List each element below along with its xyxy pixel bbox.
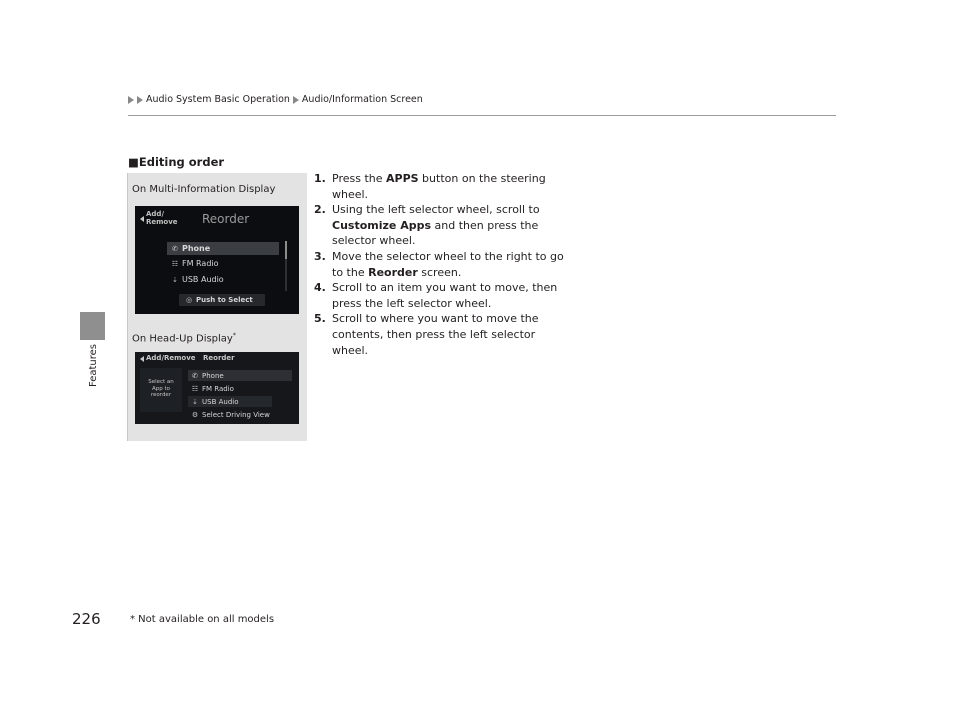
step — [314, 311, 574, 358]
mid-title: Reorder — [202, 212, 250, 226]
step-text — [332, 171, 574, 202]
push-to-select-bar — [179, 294, 265, 306]
breadcrumb-parent[interactable]: Audio System Basic Operation — [146, 94, 290, 105]
mid-screen — [135, 206, 299, 314]
phone-icon: ✆ — [192, 371, 198, 380]
dial-icon: ◎ — [185, 296, 193, 304]
list-item — [188, 396, 272, 407]
step-text-bold: APPS — [386, 172, 419, 185]
step-text — [332, 311, 574, 358]
heading-marker: ■ — [128, 155, 139, 169]
step-text-pre: Using the left selector wheel, scroll to — [332, 203, 540, 217]
usb-icon: ⇣ — [172, 275, 178, 284]
step-text — [332, 280, 574, 311]
list-item — [167, 273, 279, 286]
hud-hint-line1: Select an — [148, 379, 174, 385]
step-text-pre: Scroll to where you want to move the contents, then press the left selector wheel. — [332, 312, 539, 357]
list-item — [188, 409, 292, 420]
radio-icon: ☷ — [191, 384, 199, 393]
gear-icon: ⚙ — [191, 410, 199, 419]
list-item-label: FM Radio — [202, 384, 234, 393]
list-item — [167, 257, 279, 270]
step — [314, 280, 574, 311]
breadcrumb — [128, 94, 423, 105]
step-number: 5. — [314, 312, 326, 326]
heading-text: Editing order — [138, 155, 225, 169]
chevron-right-icon — [137, 96, 143, 104]
scrollbar — [285, 241, 287, 291]
step-text-pre: Press the — [332, 172, 386, 185]
hud-label-mark: * — [232, 332, 236, 339]
steps-list — [314, 171, 574, 358]
hud-title: Reorder — [203, 354, 235, 362]
mid-add-remove-line2: Remove — [146, 218, 178, 226]
mid-add-remove-line1: Add/ — [146, 210, 164, 218]
step-number: 3. — [314, 249, 326, 263]
push-label: Push to Select — [196, 296, 253, 304]
hud-screen — [135, 352, 299, 424]
hud-hint — [140, 379, 182, 399]
step-text-pre: Move the selector wheel to the right to go to the — [332, 249, 564, 279]
section-tab — [80, 312, 105, 340]
phone-icon: ✆ — [172, 244, 178, 253]
back-arrow-icon — [140, 216, 144, 222]
step-text-bold: Customize Apps — [332, 218, 431, 232]
list-item — [167, 242, 279, 255]
list-item-label: USB Audio — [182, 275, 224, 284]
step-text — [332, 202, 574, 249]
back-arrow-icon — [140, 356, 144, 362]
section-heading — [128, 155, 224, 169]
step-text-bold: Reorder — [368, 265, 418, 279]
step — [314, 202, 574, 249]
usb-icon: ⇣ — [192, 397, 198, 406]
hud-label — [132, 332, 236, 344]
page-number: 226 — [72, 610, 101, 628]
step-text-post: and then press the selector wheel. — [332, 218, 539, 248]
header-divider — [128, 115, 836, 116]
chevron-right-icon — [128, 96, 134, 104]
list-item-label: Phone — [202, 371, 224, 380]
list-item-label: USB Audio — [202, 397, 239, 406]
list-item-label: FM Radio — [182, 259, 219, 268]
footnote: * Not available on all models — [130, 614, 275, 625]
step — [314, 171, 574, 202]
step-number: 1. — [314, 172, 326, 185]
breadcrumb-current[interactable]: Audio/Information Screen — [301, 94, 423, 105]
step-text — [332, 249, 574, 280]
step-text-post: button on the steering wheel. — [332, 172, 546, 201]
step — [314, 249, 574, 280]
scrollbar-thumb — [285, 241, 287, 259]
hud-hint-line3: reorder — [150, 392, 172, 398]
step-text-post: screen. — [417, 265, 462, 279]
step-number: 4. — [314, 281, 326, 295]
list-item — [188, 370, 292, 381]
step-number: 2. — [314, 203, 326, 217]
hud-hint-line2: App to — [151, 385, 170, 392]
chevron-right-icon — [293, 96, 299, 104]
section-tab-label: Features — [88, 344, 99, 387]
mid-add-remove — [146, 210, 178, 226]
hud-label-text: On Head-Up Display — [132, 333, 233, 345]
step-text-pre: Scroll to an item you want to move, then press the left selector wheel. — [332, 281, 558, 310]
radio-icon: ☷ — [171, 259, 179, 268]
hud-add-remove: Add/Remove — [146, 354, 196, 362]
list-item-label: Phone — [182, 244, 211, 253]
list-item — [188, 383, 292, 394]
list-item-label: Select Driving View — [202, 410, 270, 419]
mid-label: On Multi-Information Display — [132, 184, 276, 195]
